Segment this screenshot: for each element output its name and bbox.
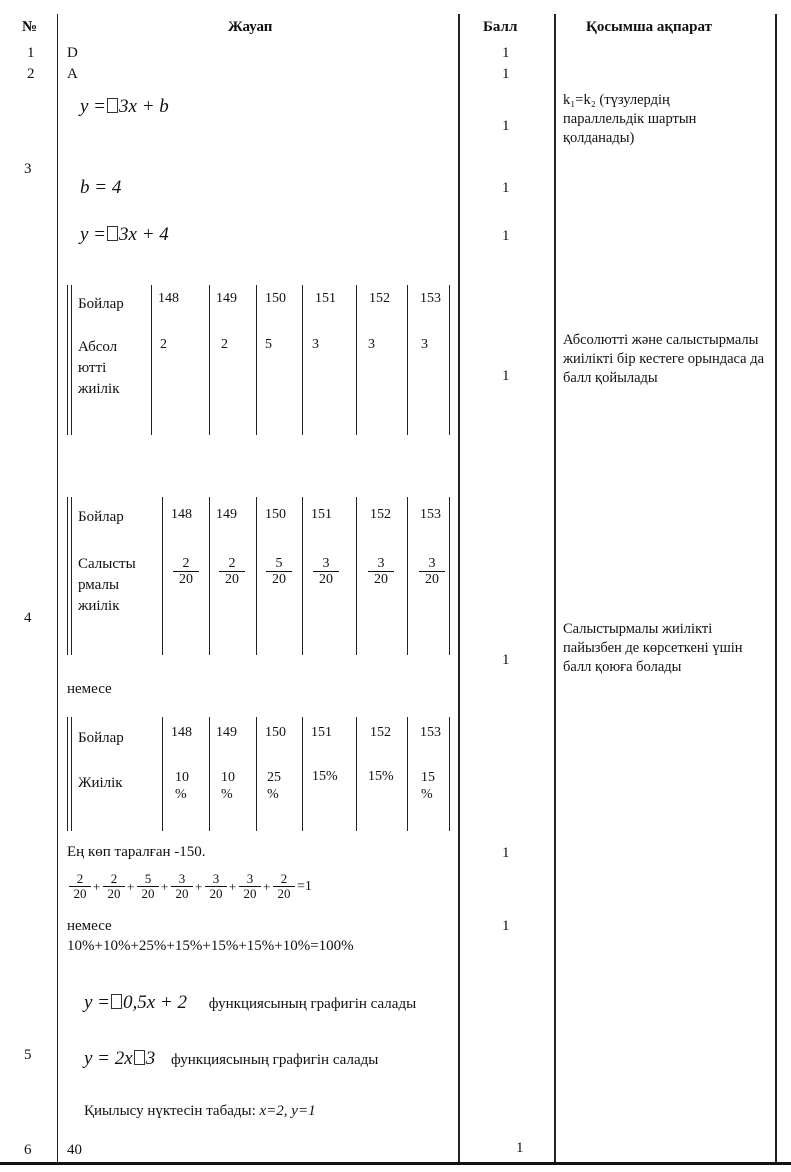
table1-value: 5 bbox=[265, 337, 272, 352]
table2-height: 148 bbox=[171, 507, 192, 522]
table1-height: 149 bbox=[216, 291, 237, 306]
row1-score: 1 bbox=[502, 45, 510, 61]
col-divider-2 bbox=[458, 14, 460, 1162]
table1-header-label: Бойлар bbox=[78, 296, 124, 312]
header-answer: Жауап bbox=[228, 19, 273, 35]
col-divider-3 bbox=[554, 14, 556, 1162]
row4-score-4: 1 bbox=[502, 918, 510, 934]
row4-number: 4 bbox=[24, 610, 32, 626]
row4-score-1: 1 bbox=[502, 368, 510, 384]
row4-note-1: Абсолютті және салыстырмалы жиілікті бір кестеге орындаса да балл қойылады bbox=[563, 332, 765, 386]
table2-fraction: $\frac{3}{20}$ bbox=[313, 556, 339, 587]
percent-sum: 10%+10%+25%+15%+15%+15%+10%=100% bbox=[67, 938, 354, 954]
row3-score-1: 1 bbox=[502, 118, 510, 134]
row3-score-3: 1 bbox=[502, 228, 510, 244]
table1-row-label: Абсол ютті жиілік bbox=[78, 339, 120, 397]
table3-height: 149 bbox=[216, 725, 237, 740]
row3-equation-3: y = 3x + 4 bbox=[80, 224, 169, 245]
table2-fraction: $\frac{3}{20}$ bbox=[368, 556, 394, 587]
table1-value: 2 bbox=[221, 337, 228, 352]
row5-number: 5 bbox=[24, 1047, 32, 1063]
table1-value: 3 bbox=[368, 337, 375, 352]
row2-score: 1 bbox=[502, 66, 510, 82]
table2-height: 150 bbox=[265, 507, 286, 522]
bottom-rule bbox=[0, 1162, 791, 1165]
header-score: Балл bbox=[483, 19, 518, 35]
table3-height: 152 bbox=[370, 725, 391, 740]
or-label-1: немесе bbox=[67, 681, 112, 697]
or-label-2: немесе bbox=[67, 918, 112, 934]
table1-value: 3 bbox=[312, 337, 319, 352]
col-divider-4 bbox=[775, 14, 777, 1162]
row3-number: 3 bbox=[24, 161, 32, 177]
table3-height: 150 bbox=[265, 725, 286, 740]
header-no: № bbox=[22, 19, 38, 35]
table3-height: 148 bbox=[171, 725, 192, 740]
table3-header-label: Бойлар bbox=[78, 730, 124, 746]
table1-height: 150 bbox=[265, 291, 286, 306]
col-divider-1 bbox=[57, 14, 58, 1162]
row2-answer: A bbox=[67, 66, 78, 82]
mode-statement: Ең көп таралған -150. bbox=[67, 844, 206, 860]
table2-row-label: Салысты рмалы жиілік bbox=[78, 556, 136, 614]
table3-value: 10 % bbox=[221, 770, 235, 802]
table2-fraction: $\frac{3}{20}$ bbox=[419, 556, 445, 587]
header-extra: Қосымша ақпарат bbox=[586, 19, 712, 35]
table2-height: 151 bbox=[311, 507, 332, 522]
row4-score-3: 1 bbox=[502, 845, 510, 861]
row6-answer: 40 bbox=[67, 1142, 82, 1158]
table3-value: 15% bbox=[312, 769, 338, 784]
row5-equation-2: y = 2x 3 функциясының графигін салады bbox=[84, 1048, 379, 1069]
table1-value: 3 bbox=[421, 337, 428, 352]
table3-row-label: Жиілік bbox=[78, 775, 123, 791]
row5-intersection: Қиылысу нүктесін табады: x=2, y=1 bbox=[84, 1103, 316, 1119]
row3-score-2: 1 bbox=[502, 180, 510, 196]
row2-number: 2 bbox=[27, 66, 35, 82]
table1-value: 2 bbox=[160, 337, 167, 352]
table3-value: 25 % bbox=[267, 770, 281, 802]
table1-height: 153 bbox=[420, 291, 441, 306]
row6-score: 1 bbox=[516, 1140, 524, 1156]
row4-score-2: 1 bbox=[502, 652, 510, 668]
table1-height: 152 bbox=[369, 291, 390, 306]
row6-number: 6 bbox=[24, 1142, 32, 1158]
table1-height: 148 bbox=[158, 291, 179, 306]
row1-number: 1 bbox=[27, 45, 35, 61]
table1-height: 151 bbox=[315, 291, 336, 306]
table3-value: 15 % bbox=[421, 770, 435, 802]
row5-equation-1: y = 0,5x + 2 функциясының графигін салады bbox=[84, 992, 417, 1013]
table3-height: 151 bbox=[311, 725, 332, 740]
table2-fraction: $\frac{5}{20}$ bbox=[266, 556, 292, 587]
table3-value: 10 % bbox=[175, 770, 189, 802]
table3-value: 15% bbox=[368, 769, 394, 784]
row3-note: k₁=k₂ (түзулердің параллельдік шартын қолданады) bbox=[563, 92, 697, 146]
row3-equation-1: y = 3x + b bbox=[80, 96, 169, 117]
table2-header-label: Бойлар bbox=[78, 509, 124, 525]
table2-height: 149 bbox=[216, 507, 237, 522]
row3-equation-2: b = 4 bbox=[80, 177, 122, 198]
table3-height: 153 bbox=[420, 725, 441, 740]
table2-height: 153 bbox=[420, 507, 441, 522]
table2-fraction: $\frac{2}{20}$ bbox=[173, 556, 199, 587]
row4-note-2: Салыстырмалы жиілікті пайызбен де көрсеткені үшін балл қоюға болады bbox=[563, 621, 743, 675]
table2-height: 152 bbox=[370, 507, 391, 522]
row1-answer: D bbox=[67, 45, 78, 61]
table2-fraction: $\frac{2}{20}$ bbox=[219, 556, 245, 587]
